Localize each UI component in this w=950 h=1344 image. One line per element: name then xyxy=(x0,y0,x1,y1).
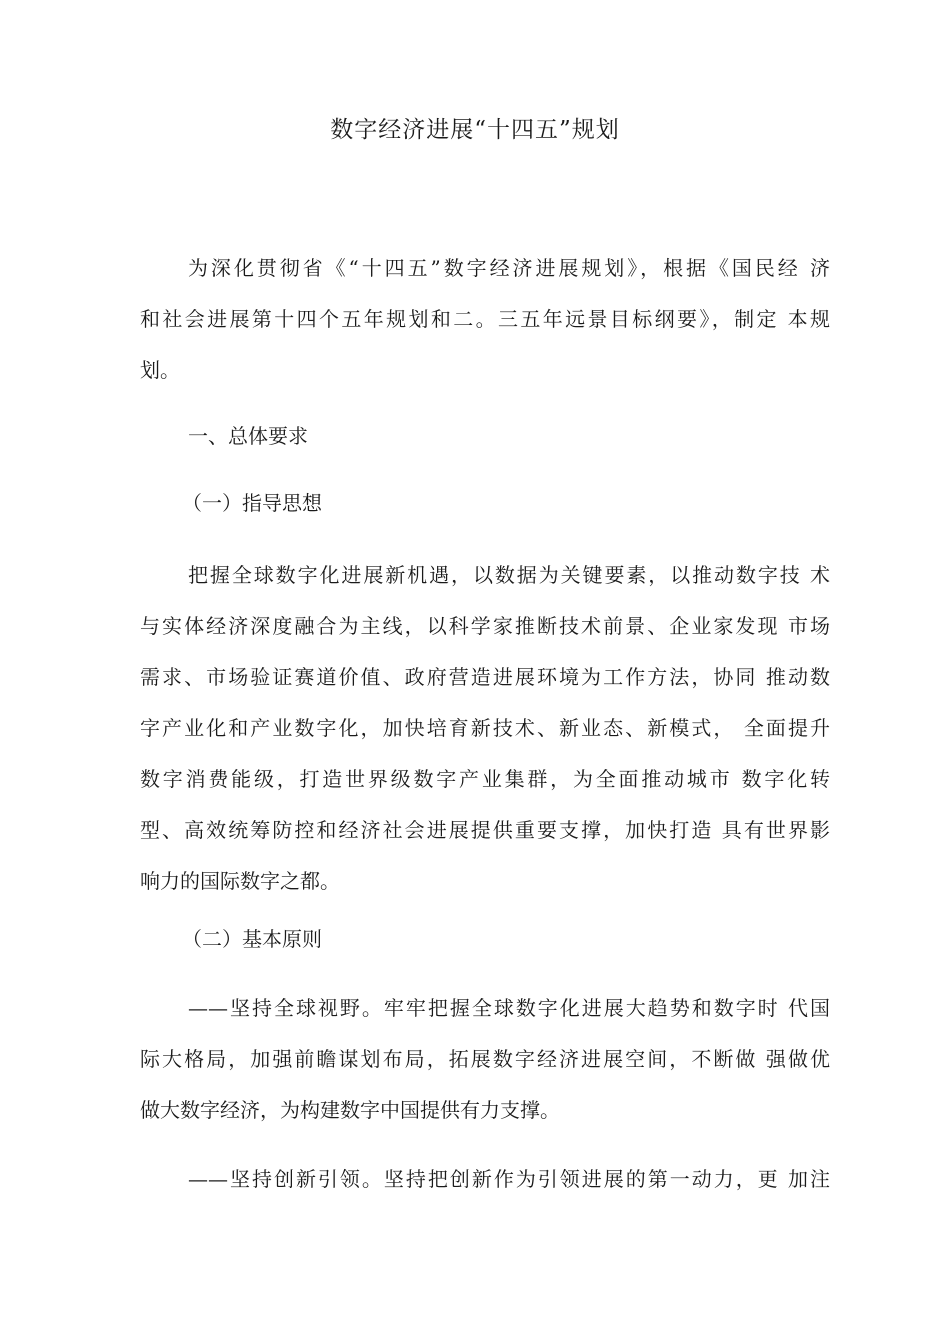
text-line: 和社会进展第十四个五年规划和二。三五年远景目标纲要》，制定 本规 xyxy=(140,307,830,331)
text-line: 需求、市场验证赛道价值、政府营造进展环境为工作方法，协同 推动数 xyxy=(140,665,830,689)
text-line: 划。 xyxy=(140,358,180,382)
text-line: ——坚持全球视野。牢牢把握全球数字化进展大趋势和数字时 代国 xyxy=(188,996,830,1020)
section-heading: 一、总体要求 xyxy=(188,424,308,448)
text-line: 为深化贯彻省《“十四五”数字经济进展规划》，根据《国民经 济 xyxy=(188,256,830,280)
paragraph-guiding-thought xyxy=(140,550,830,907)
text-line: 做大数字经济，为构建数字中国提供有力支撑。 xyxy=(140,1098,560,1122)
document-title: 数字经济进展“十四五”规划 xyxy=(330,117,620,143)
subsection-heading: （一）指导思想 xyxy=(182,491,322,515)
text-line: ——坚持创新引领。坚持把创新作为引领进展的第一动力，更 加注 xyxy=(188,1167,830,1191)
text-line: 把握全球数字化进展新机遇，以数据为关键要素，以推动数字技 术 xyxy=(188,563,830,587)
subsection-heading: （二）基本原则 xyxy=(182,927,322,951)
text-line: 与实体经济深度融合为主线，以科学家推断技术前景、企业家发现 市场 xyxy=(140,614,830,638)
text-line: 响力的国际数字之都。 xyxy=(140,869,340,893)
text-line: 数字消费能级，打造世界级数字产业集群，为全面推动城市 数字化转 xyxy=(140,767,830,791)
text-line: 字产业化和产业数字化，加快培育新技术、新业态、新模式， 全面提升 xyxy=(140,716,830,740)
text-line: 际大格局，加强前瞻谋划布局，拓展数字经济进展空间，不断做 强做优 xyxy=(140,1047,830,1071)
paragraph-intro xyxy=(140,243,830,396)
paragraph-global-vision xyxy=(140,983,830,1136)
text-line: 型、高效统筹防控和经济社会进展提供重要支撑，加快打造 具有世界影 xyxy=(140,818,830,842)
paragraph-innovation xyxy=(140,1154,830,1205)
